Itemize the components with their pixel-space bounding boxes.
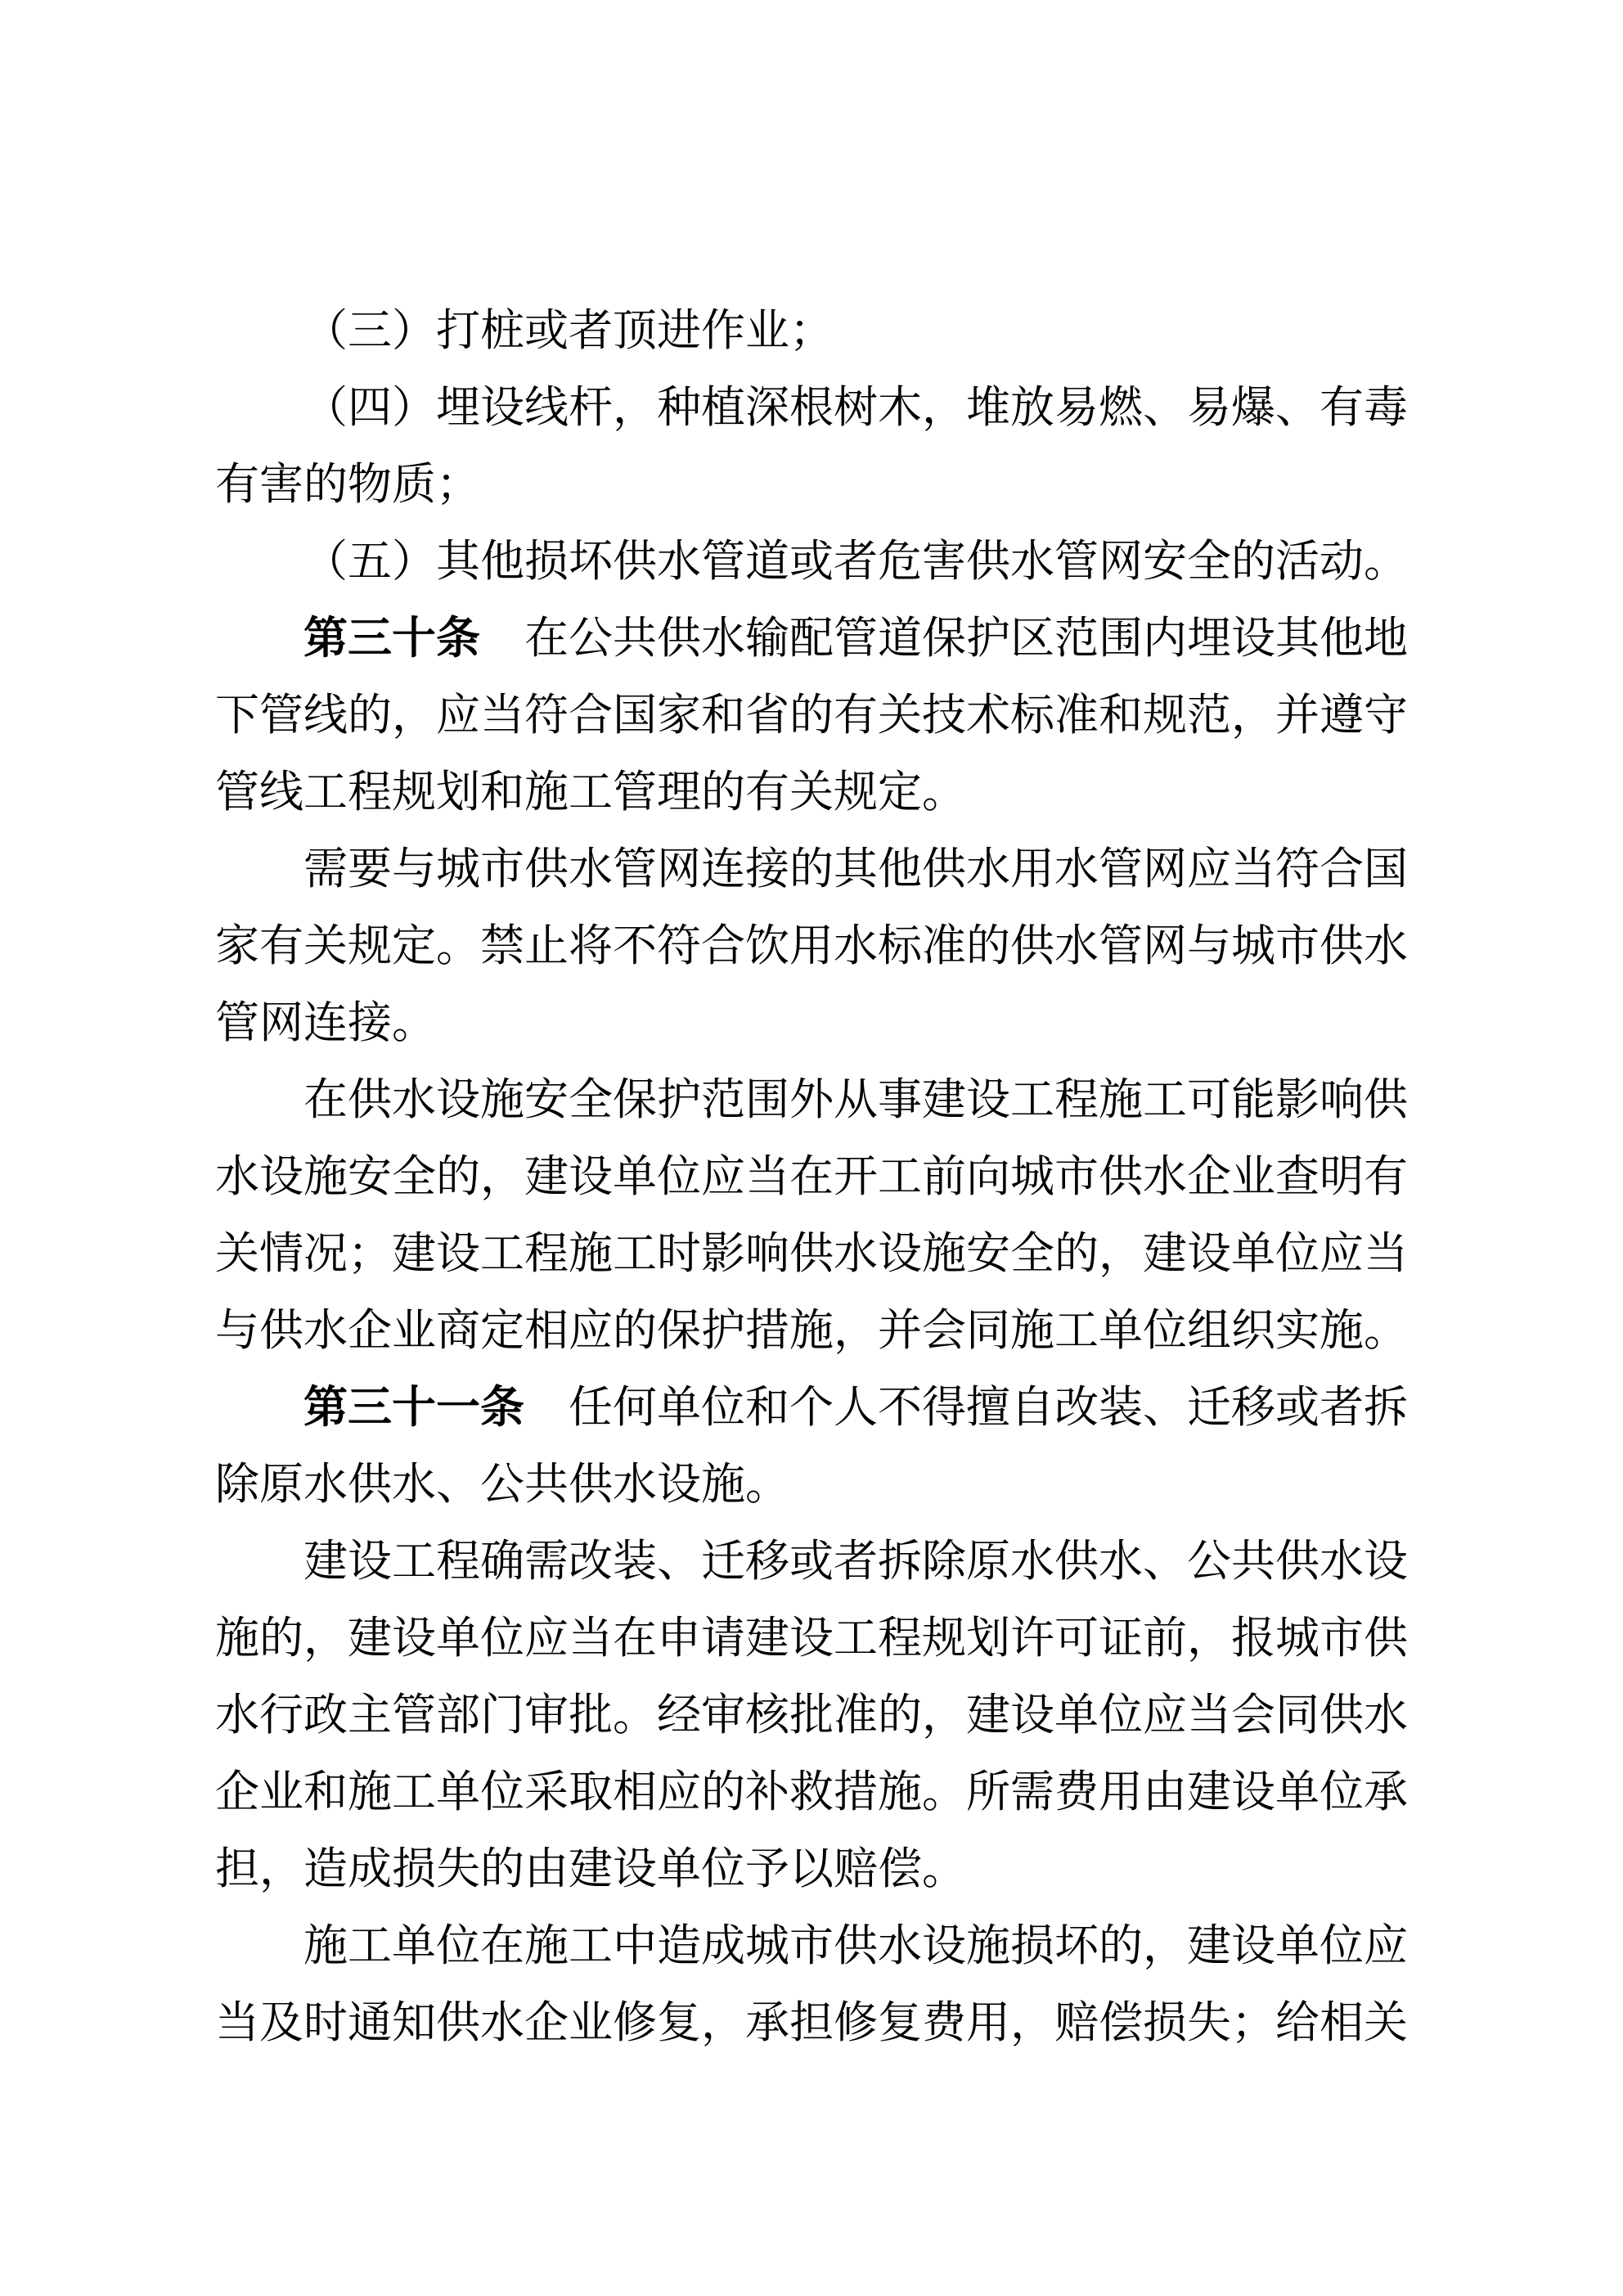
list-item-3-text: （三）打桩或者顶进作业； xyxy=(303,306,834,355)
article-30-text: 在公共供水输配管道保护区范围内埋设其他地下管线的，应当符合国家和省的有关技术标准和规范，并遵守管线工程规划和施工管理的有关规定。 xyxy=(215,614,1408,817)
article-31-text: 任何单位和个人不得擅自改装、迁移或者拆除原水供水、公共供水设施。 xyxy=(215,1383,1408,1509)
article-30-paragraph xyxy=(215,600,1408,831)
article-30-paragraph-2 xyxy=(215,831,1408,1061)
list-item-4-text: （四）埋设线杆，种植深根树木，堆放易燃、易爆、有毒有害的物质； xyxy=(215,383,1408,509)
list-item-5 xyxy=(215,523,1408,600)
list-item-4 xyxy=(215,369,1408,523)
article-30-paragraph-2-text: 需要与城市供水管网连接的其他供水用水管网应当符合国家有关规定。禁止将不符合饮用水标准的供水管网与城市供水管网连接。 xyxy=(215,844,1408,1047)
article-31-paragraph-2-text: 建设工程确需改装、迁移或者拆除原水供水、公共供水设施的，建设单位应当在申请建设工程规划许可证前，报城市供水行政主管部门审批。经审核批准的，建设单位应当会同供水企业和施工单位采取相应的补救措施。所需费用由建设单位承担，造成损失的由建设单位予以赔偿。 xyxy=(215,1537,1408,1893)
document-text-block xyxy=(215,292,1408,2061)
article-31-paragraph-3 xyxy=(215,1907,1408,2061)
article-31-paragraph-3-text: 施工单位在施工中造成城市供水设施损坏的，建设单位应当及时通知供水企业修复，承担修复费用，赔偿损失；给相关 xyxy=(215,1921,1408,2047)
list-item-5-text: （五）其他损坏供水管道或者危害供水管网安全的活动。 xyxy=(303,537,1408,586)
article-30-number: 第三十条 xyxy=(303,614,480,663)
article-31-paragraph xyxy=(215,1369,1408,1523)
article-30-paragraph-3 xyxy=(215,1061,1408,1369)
article-31-paragraph-2 xyxy=(215,1523,1408,1907)
list-item-3 xyxy=(215,292,1408,369)
article-31-number: 第三十一条 xyxy=(303,1383,524,1432)
article-30-paragraph-3-text: 在供水设施安全保护范围外从事建设工程施工可能影响供水设施安全的，建设单位应当在开工前向城市供水企业查明有关情况；建设工程施工时影响供水设施安全的，建设单位应当与供水企业商定相应的保护措施，并会同施工单位组织实施。 xyxy=(215,1075,1408,1355)
